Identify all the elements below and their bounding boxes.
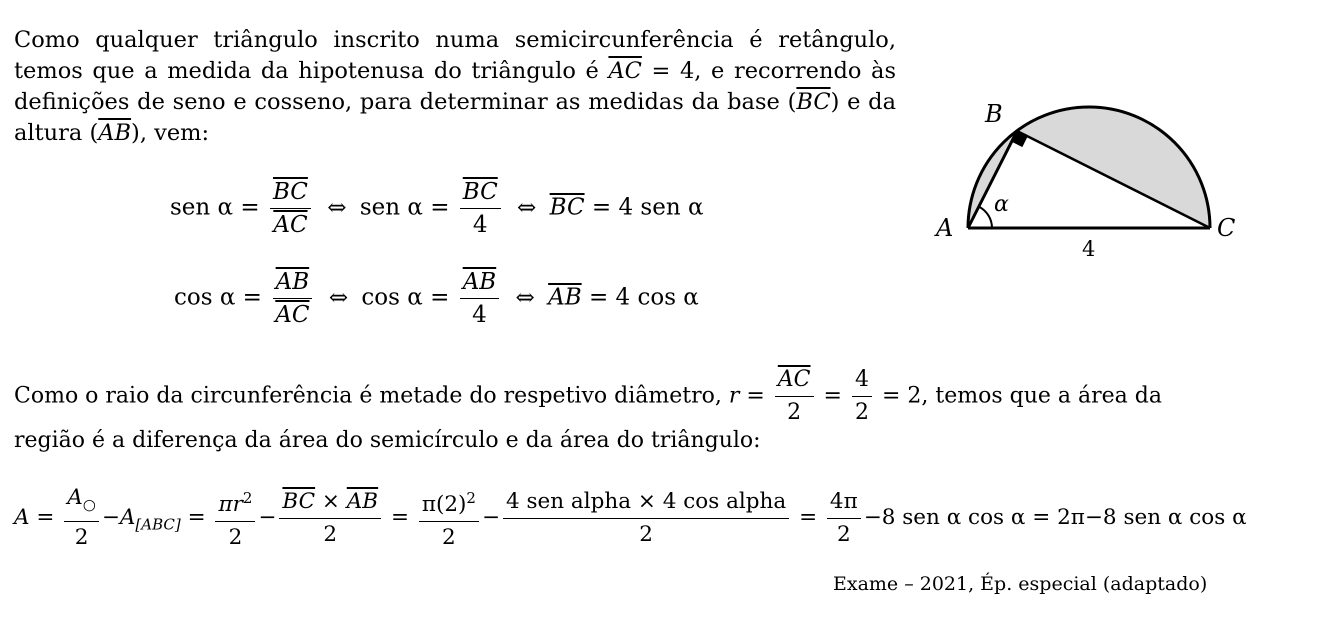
radius-frac1-num: $\overline{AC}$	[775, 366, 814, 397]
pi-r: πr	[218, 492, 243, 518]
chord-ab	[968, 131, 1017, 228]
area-frac4-den: 2	[442, 525, 456, 551]
exponent: 2	[242, 489, 253, 507]
equals: =	[390, 505, 409, 531]
angle-alpha-arc	[979, 207, 992, 228]
radius-text-2: = 2, temos que a área da	[881, 383, 1162, 409]
minus-sign: −	[101, 505, 120, 531]
label-length-4: 4	[1082, 237, 1096, 261]
iff-symbol: ⇔	[327, 194, 347, 221]
area-frac6-num: 4π	[827, 488, 861, 519]
equals: =	[799, 505, 818, 531]
iff-symbol: ⇔	[328, 284, 349, 311]
area-fraction-4	[419, 484, 479, 552]
equals: =	[187, 505, 206, 531]
sine-result-rhs: = 4 sen α	[591, 194, 704, 221]
segment-ab: $\overline{AB}$	[346, 488, 379, 514]
radius-text-1: Como o raio da circunferência é metade do respetivo diâmetro,	[14, 383, 729, 409]
radius-paragraph-line1	[14, 366, 1162, 427]
area-frac2-num	[215, 484, 255, 522]
radius-symbol: r	[728, 383, 740, 409]
area-equation	[14, 484, 1247, 552]
times-sign: ×	[321, 488, 340, 514]
radius-frac1-den: 2	[787, 400, 802, 425]
iff-symbol: ⇔	[515, 284, 535, 311]
triangle-area-symbol: A	[119, 505, 136, 531]
sine-lhs: sen α =	[170, 194, 260, 221]
sine-fraction-2	[460, 178, 501, 239]
label-alpha: α	[994, 192, 1009, 217]
segment-ab: $\overline{AB}$	[98, 120, 132, 146]
area-fraction-6	[827, 488, 861, 549]
label-a: A	[936, 214, 954, 242]
area-frac5-num: 4 sen alpha × 4 cos alpha	[503, 488, 789, 519]
area-frac3-num	[279, 488, 381, 519]
minus-sign: −	[258, 505, 277, 531]
radius-frac2-den: 2	[854, 400, 869, 425]
area-frac5-den: 2	[639, 521, 653, 547]
semicircle-area-symbol: A	[67, 485, 83, 511]
sine-equation	[170, 178, 703, 239]
equals: =	[36, 505, 55, 531]
area-frac6-den: 2	[836, 521, 851, 547]
semicircle-figure	[930, 95, 1250, 275]
iff-symbol: ⇔	[517, 194, 537, 221]
minus-sign: −	[481, 505, 500, 531]
segment-ac: $\overline{AC}$	[608, 58, 642, 84]
cosine-result-rhs: = 4 cos α	[588, 284, 699, 311]
sine-frac2-den: 4	[472, 212, 488, 238]
source-citation: Exame – 2021, Ép. especial (adaptado)	[833, 573, 1208, 595]
intro-text-4: ), vem:	[131, 120, 210, 146]
area-frac2-den: 2	[228, 525, 243, 551]
cosine-fraction-1	[272, 268, 312, 329]
cosine-frac1-den: AC	[275, 302, 310, 328]
intro-text-2: = 4, e recorrendo às definições de seno e cosseno, para determinar as medidas da base (	[14, 58, 896, 115]
area-fraction-2	[215, 484, 255, 552]
semicircle-subscript: ○	[82, 495, 96, 514]
radius-text-3: região é a diferença da área do semicírculo e da área do triângulo:	[14, 428, 761, 453]
exponent: 2	[466, 489, 476, 507]
cosine-lhs: cos α =	[174, 284, 262, 311]
intro-text-3: ) e da altura (	[14, 89, 897, 146]
sine-frac1-den: AC	[273, 212, 308, 238]
segment-bc: $\overline{BC}$	[282, 488, 316, 514]
sine-fraction-1	[270, 178, 311, 239]
equals: =	[823, 383, 842, 409]
cosine-result-segment: $\overline{AB}$	[548, 284, 582, 311]
pi-two: π(2)	[421, 492, 467, 518]
radius-frac2-num: 4	[852, 366, 872, 397]
area-frac3-den: 2	[323, 521, 338, 547]
sine-mid: sen α =	[359, 194, 450, 221]
equals: =	[746, 383, 765, 409]
cosine-fraction-2	[460, 268, 500, 329]
area-frac1-num	[64, 484, 99, 521]
label-c: C	[1217, 214, 1236, 242]
intro-text-1: Como qualquer triângulo inscrito numa semicircunferência é retângulo, temos que a medida da hipotenusa do triângulo é	[14, 27, 896, 84]
cosine-frac1-num: $\overline{AB}$	[273, 268, 313, 299]
cosine-equation	[174, 268, 699, 329]
area-frac1-den: 2	[74, 524, 89, 550]
cosine-frac2-num: $\overline{AB}$	[460, 268, 500, 299]
sine-frac1-num: $\overline{BC}$	[270, 178, 311, 209]
intro-paragraph	[14, 25, 896, 149]
triangle-subscript: [ABC]	[135, 515, 181, 534]
area-fraction-3	[279, 488, 381, 549]
label-b: B	[985, 100, 1003, 128]
radius-fraction-1	[775, 366, 814, 427]
radius-fraction-2	[852, 366, 872, 427]
cosine-frac2-den: 4	[472, 302, 487, 328]
radius-paragraph-line2	[14, 425, 761, 456]
area-fraction-1	[64, 484, 99, 551]
segment-bc: $\overline{BC}$	[796, 89, 831, 115]
area-rest: −8 sen α cos α = 2π−8 sen α cos α	[863, 505, 1247, 531]
area-frac4-num	[419, 484, 479, 522]
area-symbol: A	[14, 505, 30, 531]
sine-frac2-num: $\overline{BC}$	[460, 178, 501, 209]
area-fraction-5	[503, 488, 789, 549]
sine-result-segment: $\overline{BC}$	[549, 194, 585, 221]
cosine-mid: cos α =	[361, 284, 450, 311]
